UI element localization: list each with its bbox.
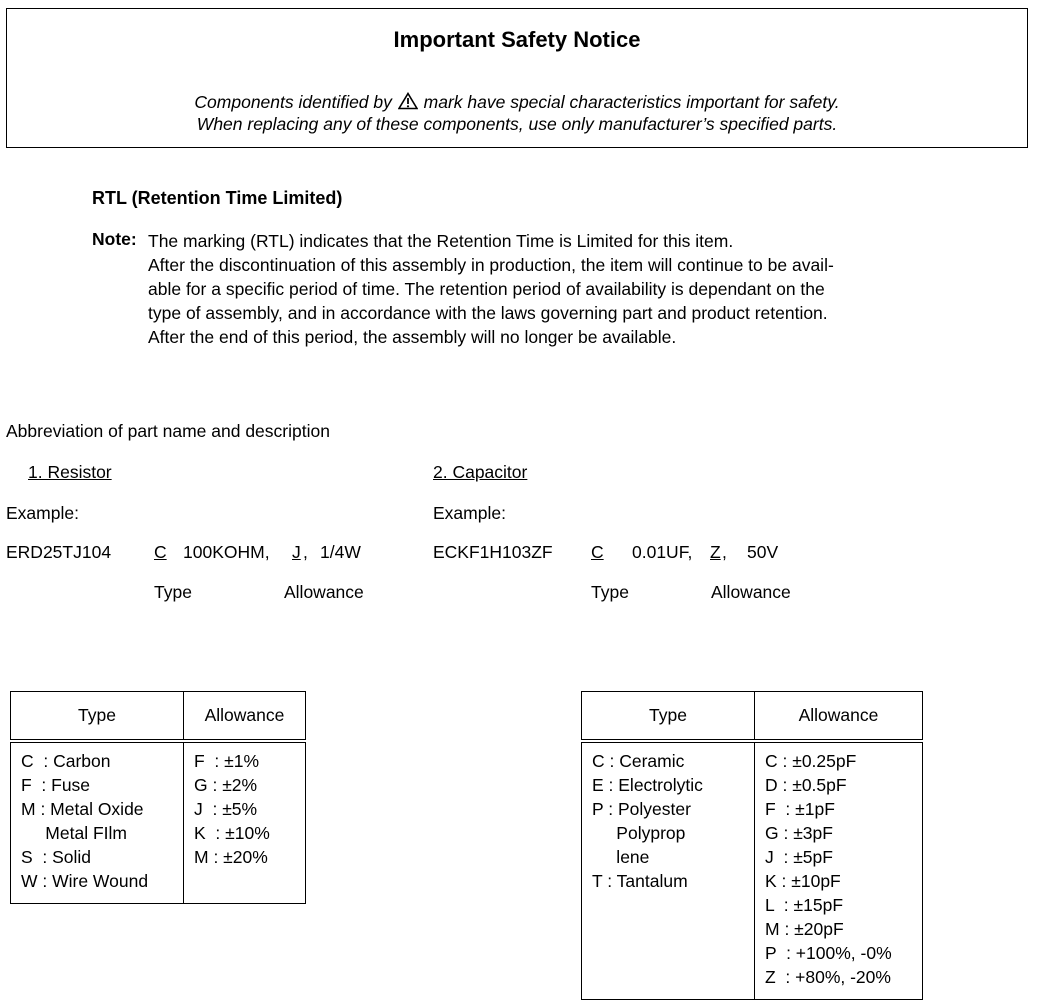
list-item: F : Fuse — [21, 775, 91, 795]
abbreviation-heading: Abbreviation of part name and description — [6, 421, 330, 441]
list-item: G : ±3pF — [765, 823, 833, 843]
list-item: J : ±5pF — [765, 847, 833, 867]
rtl-title: RTL (Retention Time Limited) — [92, 188, 343, 208]
list-item: E : Electrolytic — [592, 775, 703, 795]
note-line: able for a specific period of time. The retention period of availability is dependant on the — [148, 279, 825, 299]
note-line: After the discontinuation of this assembly in production, the item will continue to be avail- — [148, 255, 834, 275]
capacitor-allowance-label: Allowance — [711, 582, 791, 602]
safety-notice-line1-end: mark have special characteristics important for safety. — [423, 92, 840, 112]
list-item: Polyprop — [592, 823, 686, 843]
safety-notice-line2: When replacing any of these components, use only manufacturer’s specified parts. — [196, 114, 838, 134]
capacitor-code-table — [581, 691, 923, 1000]
table-header-type: Type — [582, 692, 755, 742]
capacitor-type-code: C — [591, 542, 604, 562]
note-line: After the end of this period, the assembly will no longer be available. — [148, 327, 677, 347]
list-item: C : Carbon — [21, 751, 111, 771]
list-item: C : ±0.25pF — [765, 751, 857, 771]
resistor-type-list — [11, 741, 184, 904]
list-item: F : ±1% — [194, 751, 260, 771]
safety-notice-body — [7, 92, 1027, 134]
list-item: M : ±20% — [194, 847, 268, 867]
list-item: C : Ceramic — [592, 751, 685, 771]
list-item: Metal FIlm — [21, 823, 127, 843]
resistor-example-label: Example: — [6, 503, 79, 523]
table-header-allowance: Allowance — [184, 692, 306, 742]
note-label: Note: — [92, 229, 137, 249]
resistor-comma: , — [303, 542, 308, 562]
table-header-type: Type — [11, 692, 184, 742]
capacitor-comma: , — [722, 542, 727, 562]
resistor-code-table — [10, 691, 306, 904]
capacitor-type-list — [582, 741, 755, 1000]
table-header-allowance: Allowance — [755, 692, 923, 742]
list-item: F : ±1pF — [765, 799, 835, 819]
note-line: The marking (RTL) indicates that the Retention Time is Limited for this item. — [148, 231, 734, 251]
warning-triangle-icon — [398, 92, 418, 114]
list-item: J : ±5% — [194, 799, 258, 819]
list-item: lene — [592, 847, 650, 867]
capacitor-allowance-code: Z — [710, 542, 721, 562]
list-item: Z : +80%, -20% — [765, 967, 891, 987]
note-body — [148, 229, 834, 349]
capacitor-section-title: 2. Capacitor — [433, 462, 528, 482]
capacitor-value: 0.01UF, — [632, 542, 693, 562]
list-item: D : ±0.5pF — [765, 775, 847, 795]
list-item: G : ±2% — [194, 775, 258, 795]
list-item: M : ±20pF — [765, 919, 844, 939]
safety-notice-line1-start: Components identified by — [194, 92, 392, 112]
note-line: type of assembly, and in accordance with the laws governing part and product retention. — [148, 303, 828, 323]
resistor-allowance-code: J — [292, 542, 301, 562]
list-item: M : Metal Oxide — [21, 799, 144, 819]
capacitor-allowance-list — [755, 741, 923, 1000]
list-item: P : +100%, -0% — [765, 943, 892, 963]
resistor-rating: 1/4W — [320, 542, 361, 562]
list-item: K : ±10pF — [765, 871, 841, 891]
resistor-value: 100KOHM, — [183, 542, 270, 562]
capacitor-part-number: ECKF1H103ZF — [433, 542, 553, 562]
safety-notice-title: Important Safety Notice — [393, 27, 641, 52]
resistor-part-number: ERD25TJ104 — [6, 542, 112, 562]
capacitor-type-label: Type — [591, 582, 629, 602]
list-item: K : ±10% — [194, 823, 270, 843]
resistor-section-title: 1. Resistor — [28, 462, 112, 482]
resistor-type-code: C — [154, 542, 167, 562]
list-item: L : ±15pF — [765, 895, 844, 915]
capacitor-example-label: Example: — [433, 503, 506, 523]
list-item: T : Tantalum — [592, 871, 688, 891]
resistor-allowance-label: Allowance — [284, 582, 364, 602]
list-item: P : Polyester — [592, 799, 691, 819]
list-item: S : Solid — [21, 847, 92, 867]
capacitor-rating: 50V — [747, 542, 779, 562]
list-item: W : Wire Wound — [21, 871, 149, 891]
resistor-allowance-list — [184, 741, 306, 904]
safety-notice-box — [6, 8, 1028, 148]
resistor-type-label: Type — [154, 582, 192, 602]
